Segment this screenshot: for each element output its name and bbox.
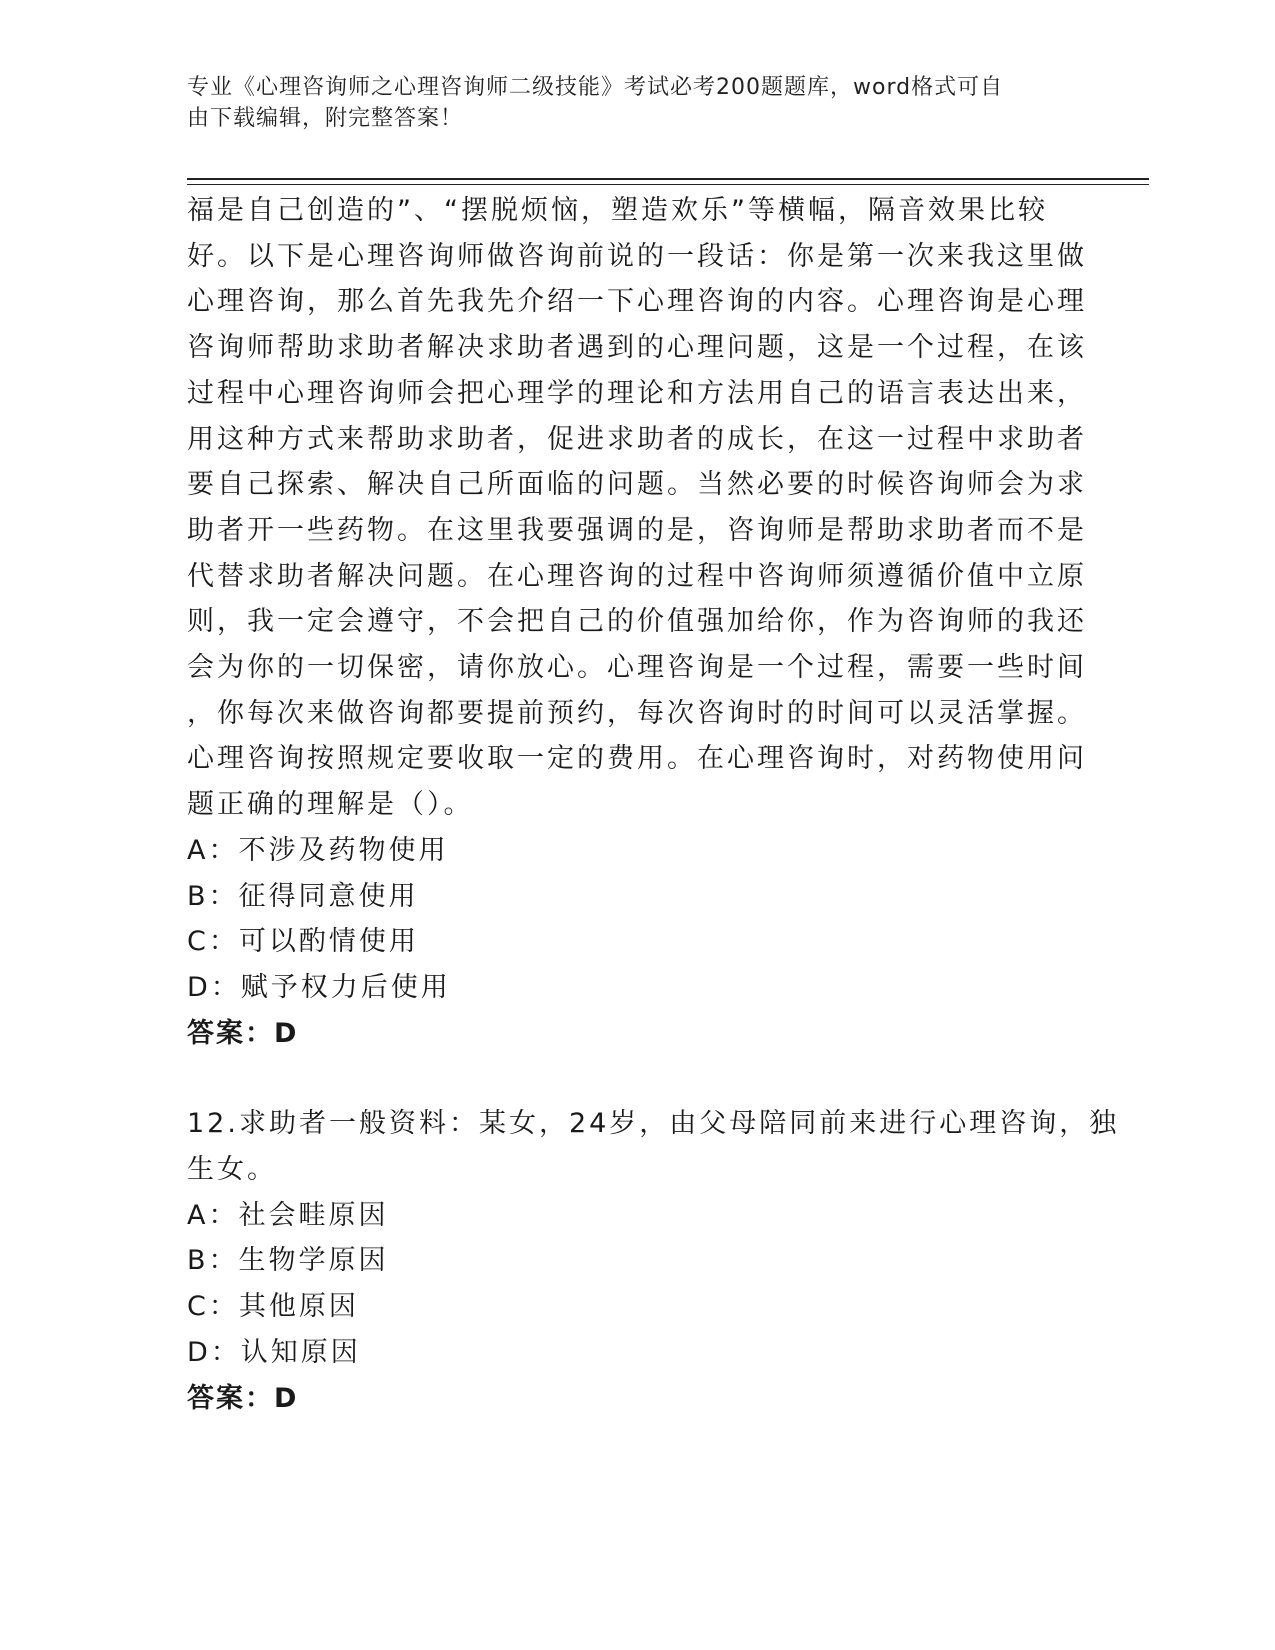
question-11-option-a: A：不涉及药物使用 <box>187 834 449 866</box>
question-12-option-a: A：社会畦原因 <box>187 1199 389 1231</box>
question-spacer <box>187 1056 1077 1101</box>
question-11-stem <box>187 188 1087 828</box>
stem-line: 心理咨询，那么首先我先介绍一下心理咨询的内容。心理咨询是心理 <box>187 286 1087 318</box>
stem-line: 好。以下是心理咨询师做咨询前说的一段话：你是第一次来我这里做 <box>187 240 1087 272</box>
question-11-option-c: C：可以酌情使用 <box>187 926 419 958</box>
stem-line: 福是自己创造的”、“摆脱烦恼，塑造欢乐”等横幅，隔音效果比较 <box>187 195 1048 226</box>
stem-line: 12.求助者一般资料：某女，24岁，由父母陪同前来进行心理咨询，独 <box>187 1108 1120 1140</box>
document-body <box>187 188 1120 1421</box>
stem-line: 会为你的一切保密，请你放心。心理咨询是一个过程，需要一些时间 <box>187 652 1087 684</box>
stem-line: 咨询师帮助求助者解决求助者遇到的心理问题，这是一个过程，在该 <box>187 332 1087 364</box>
stem-line: 则，我一定会遵守，不会把自己的价值强加给你，作为咨询师的我还 <box>187 606 1087 638</box>
stem-line: ，你每次来做咨询都要提前预约，每次咨询时的时间可以灵活掌握。 <box>187 697 1087 729</box>
question-12-stem <box>187 1101 1120 1192</box>
question-11-option-d: D：赋予权力后使用 <box>187 971 451 1003</box>
stem-line: 要自己探索、解决自己所面临的问题。当然必要的时候咨询师会为求 <box>187 469 1087 501</box>
header-divider-thin <box>187 184 1149 185</box>
question-11-answer: 答案：D <box>187 1017 299 1049</box>
question-12-answer: 答案：D <box>187 1382 299 1414</box>
question-12-option-b: B：生物学原因 <box>187 1245 389 1277</box>
header-line-1: 专业《心理咨询师之心理咨询师二级技能》考试必考200题题库，word格式可自 <box>187 75 1004 100</box>
stem-line: 过程中心理咨询师会把心理学的理论和方法用自己的语言表达出来， <box>187 377 1087 409</box>
stem-line: 题正确的理解是（）。 <box>187 789 474 821</box>
header-divider-thick <box>187 178 1149 180</box>
stem-line: 生女。 <box>187 1154 277 1186</box>
stem-line: 代替求助者解决问题。在心理咨询的过程中咨询师须遵循价值中立原 <box>187 560 1087 592</box>
header-line-2: 由下载编辑，附完整答案！ <box>187 106 464 131</box>
question-12-option-d: D：认知原因 <box>187 1336 361 1368</box>
stem-line: 心理咨询按照规定要收取一定的费用。在心理咨询时，对药物使用问 <box>187 743 1087 775</box>
question-12-option-c: C：其他原因 <box>187 1291 359 1323</box>
question-11-option-b: B：征得同意使用 <box>187 880 419 912</box>
document-header <box>187 72 1067 134</box>
stem-line: 助者开一些药物。在这里我要强调的是，咨询师是帮助求助者而不是 <box>187 514 1087 546</box>
stem-line: 用这种方式来帮助求助者，促进求助者的成长，在这一过程中求助者 <box>187 423 1087 455</box>
